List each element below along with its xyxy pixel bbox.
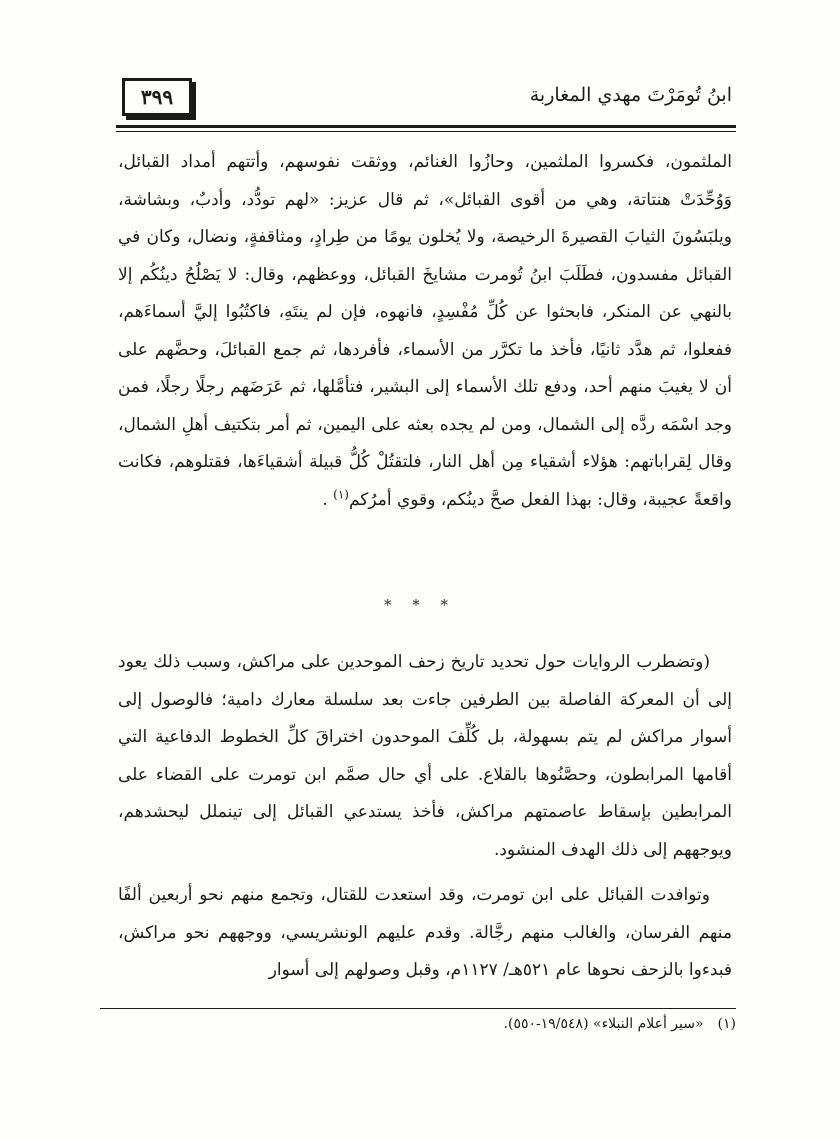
- section-separator: * * *: [383, 596, 457, 614]
- footnote-text: «سير أعلام النبلاء» (١٩/٥٤٨-٥٥٠).: [503, 1016, 704, 1032]
- paragraph-1: (وتضطرب الروايات حول تحديد تاريخ زحف الموحدين على مراكش، وسبب ذلك يعود إلى أن المعركة الفاصلة بين الطرفين جاءت بعد سلسلة معارك دامية؛ فالوصول إلى أسوار مراكش لم يتم بسهولة، بل كُلِّفَ الموحدون اختراقَ كلِّ الخطوط الدفاعية التي أقامها المرابطون، وحصَّنُوها بالقلاع. على أي حال صمَّم ابن تومرت على القضاء على المرابطين بإسقاط عاصمتهم مراكش، فأخذ يستدعي القبائل إلى تينملل ليحشدهم، ويوجههم إلى ذلك الهدف المنشود.: [118, 652, 732, 860]
- footnote-reference[interactable]: (١): [333, 486, 349, 501]
- top-paragraph: [118, 144, 732, 519]
- top-text-block: [118, 144, 732, 519]
- page-number: ٣٩٩: [140, 85, 174, 109]
- footnote: [504, 1016, 736, 1032]
- page-number-box: [122, 78, 192, 116]
- header-rule-thick: [116, 125, 736, 128]
- top-paragraph-text: الملثمون، فكسروا الملثمين، وحازُوا الغنائم، ووثقت نفوسهم، وأتتهم أمداد القبائل، وَوُحِّدَتْ هنتاتة، وهي من أقوى القبائل»، ثم قال عزيز: «لهم تودُّد، وأدبٌ، وبشاشة، ويلبَسُونَ الثيابَ القصيرةَ الرخيصة، ولا يُخلون يومًا من طِرادٍ، ومثاقفةٍ، ونضال، وكان في القبائل مفسدون، فطَلَبَ ابنُ تُومرت مشايخَ القبائل، ووعظهم، وقال: لا يَصْلُحُ دينُكُم إلا بالنهي عن المنكر، فابحثوا عن كُلِّ مُفْسِدٍ، فانهوه، فإن لم ينتَهِ، فاكتُبُوا إليَّ أسماءَهم، ففعلوا، ثم هدَّد ثانيًا، فأخذ ما تكرَّر من الأسماء، فأفردها، ثم جمع القبائلَ، وحضَّهم على أن لا يغيبَ منهم أحد، ودفع تلك الأسماء إلى البشير، فتأمَّلها، ثم عَرَضَهم رجلًا رجلًا، فمن وجد اسْمَه ردَّه إلى الشمال، ومن لم يجده بعثه على اليمين، ثم أمر بتكتيف أهلِ الشمال، وقال لِقراباتهم: هؤلاء أشقياء مِن أهل النار، فلتقتُلْ كُلُّ قبيلة أشقياءَها، فقتلوهم، فكانت واقعةً عجيبة، وقال: بهذا الفعل صحَّ دينُكم، وقوي أمرُكم: [118, 152, 732, 510]
- paragraph-2: وتوافدت القبائل على ابن تومرت، وقد استعدت للقتال، وتجمع منهم نحو أربعين ألفًا منهم الفرسان، والغالب منهم رجَّالة. وقدم عليهم الونشريسي، ووجههم نحو مراكش، فبدءوا بالزحف نحوها عام ٥٢١هـ/ ١١٢٧م، وقبل وصولهم إلى أسوار: [118, 885, 732, 980]
- top-paragraph-end: .: [322, 489, 334, 510]
- footnote-number: (١): [717, 1016, 736, 1032]
- header-rule-thin: [116, 131, 736, 132]
- running-title: ابنُ تُومَرْتَ مهدي المغاربة: [529, 84, 732, 106]
- footnote-divider: [100, 1008, 736, 1009]
- bottom-text-block: [118, 644, 732, 990]
